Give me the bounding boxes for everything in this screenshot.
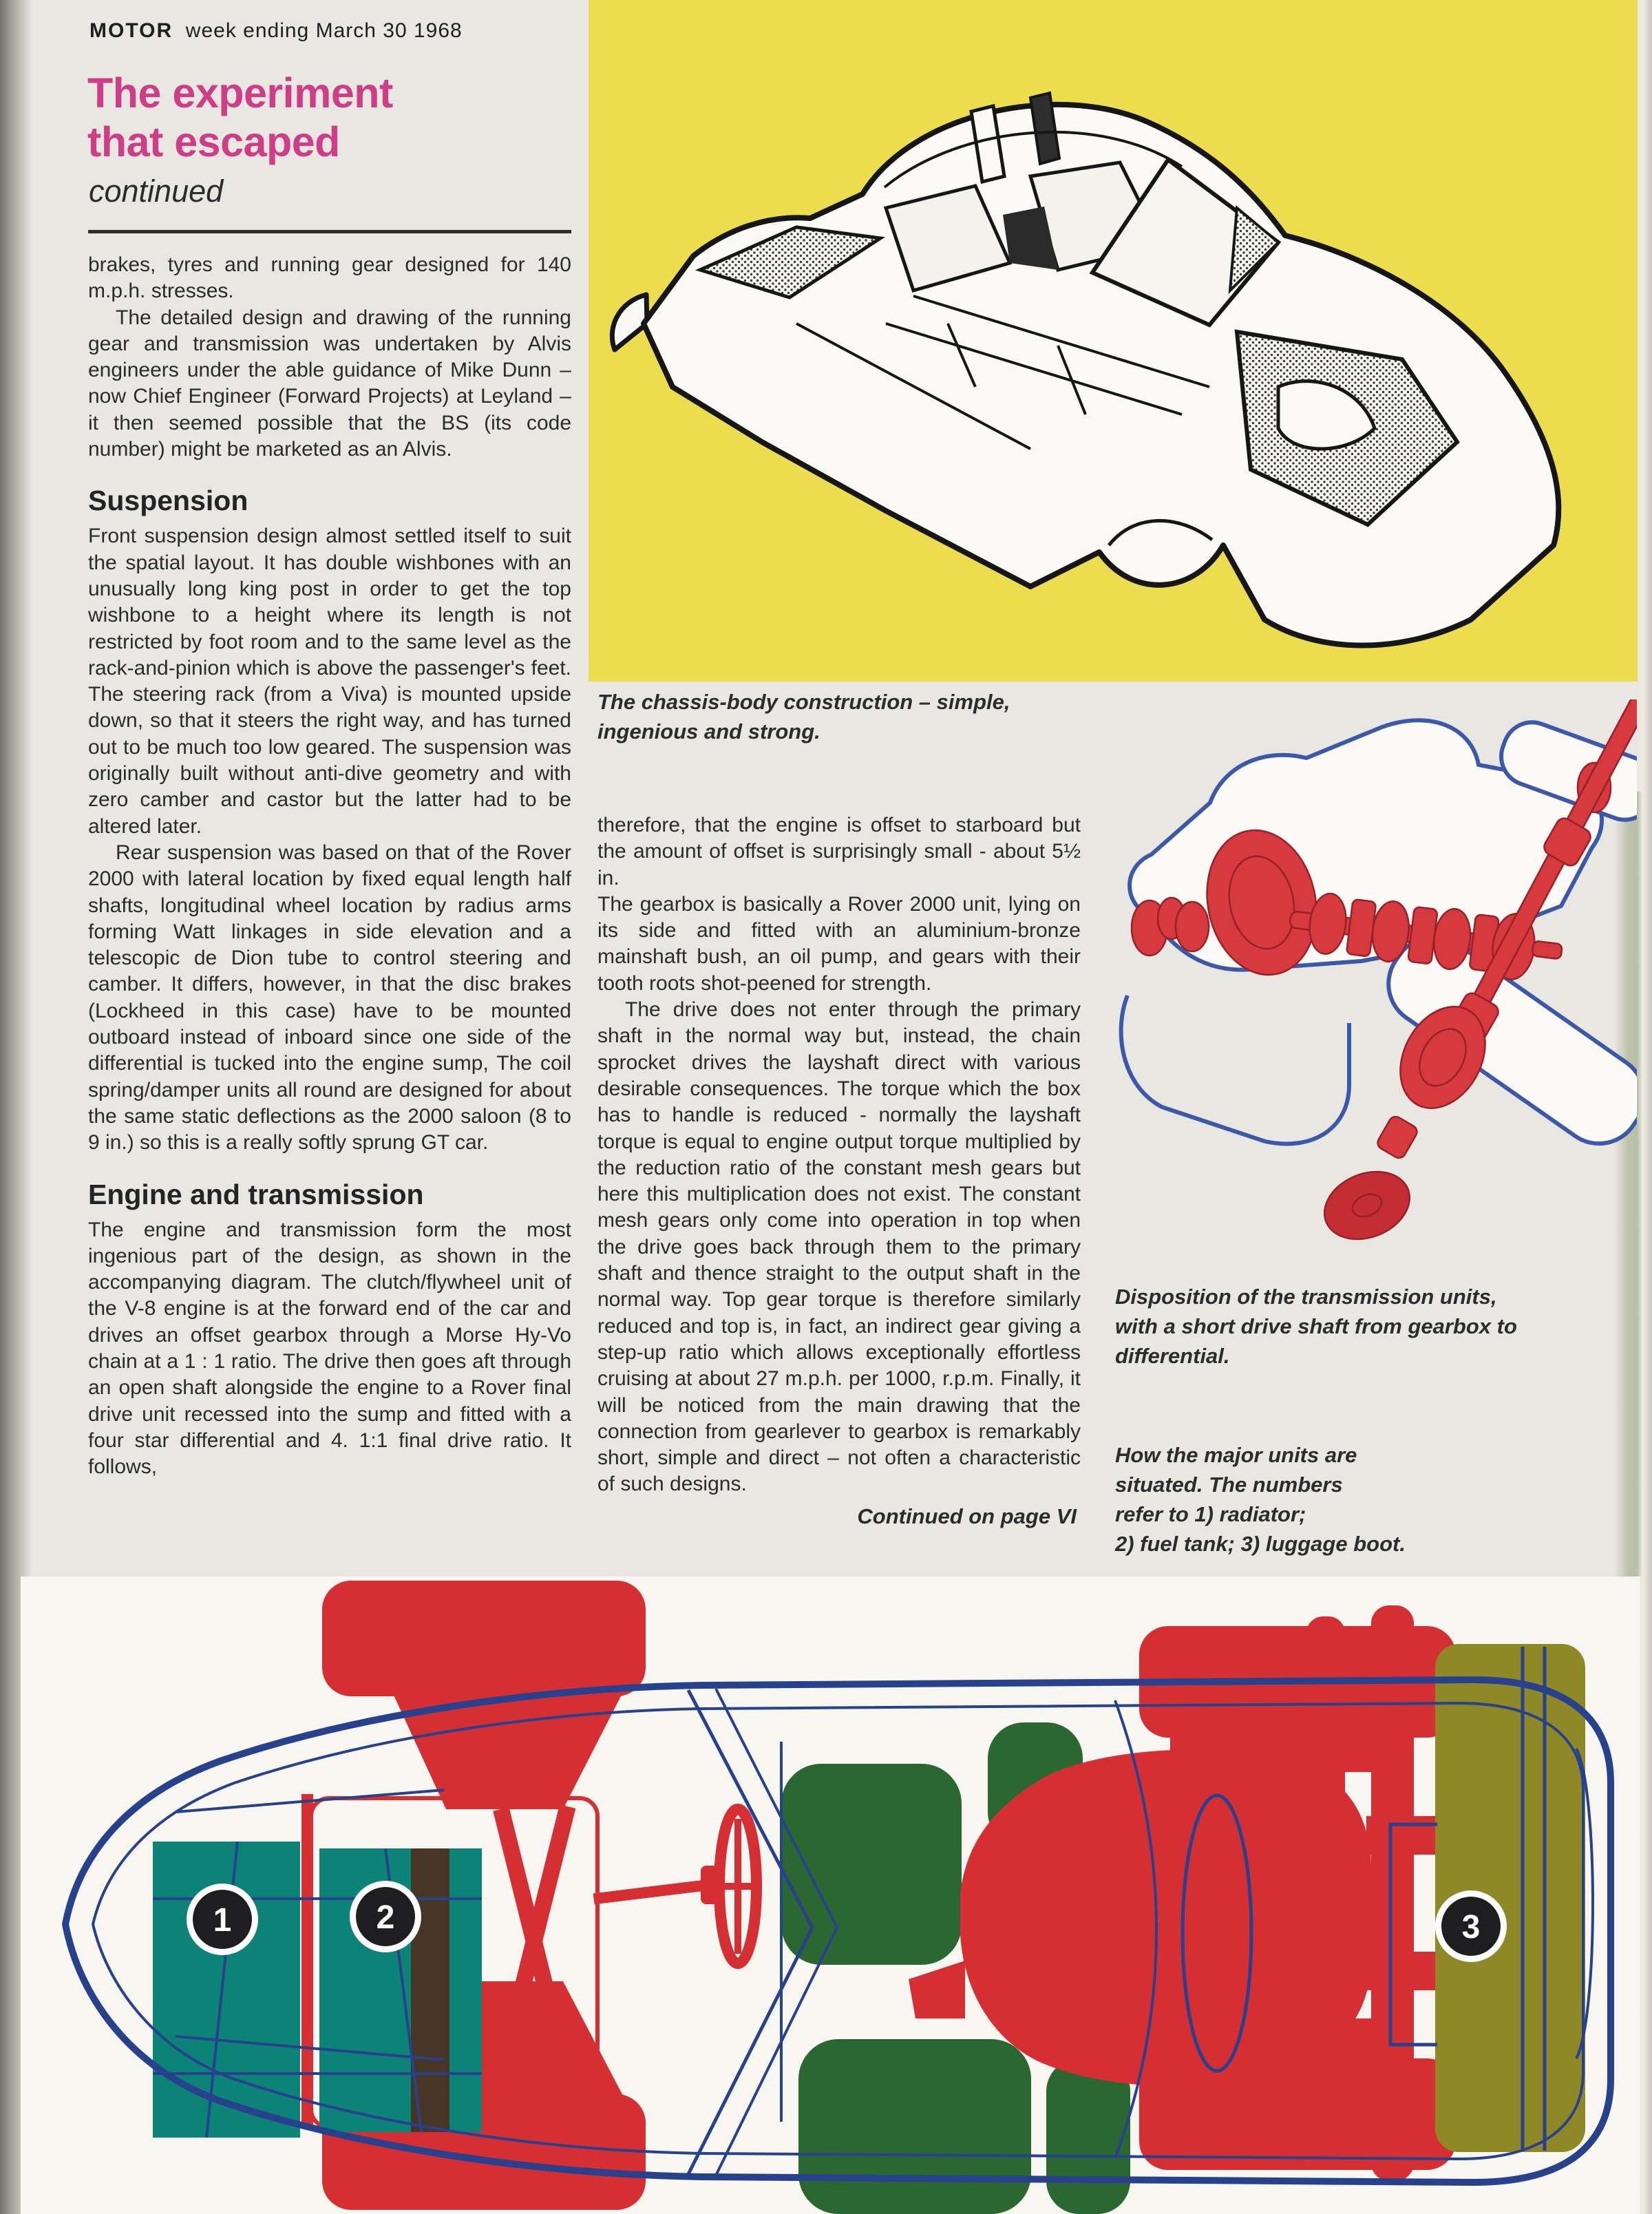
masthead-date: week ending March 30 1968: [185, 19, 463, 42]
article-title: [87, 69, 583, 167]
column-left: [88, 252, 571, 1480]
chassis-body-drawing: [589, 0, 1638, 682]
caption-units-line4: 2) fuel tank; 3) luggage boot.: [1115, 1532, 1406, 1556]
continued-note: Continued on page VI: [857, 1504, 1077, 1528]
plan-view-drawing: [0, 1577, 1652, 2214]
chassis-illustration-panel: [589, 0, 1638, 682]
caption-units: [1115, 1440, 1542, 1559]
paragraph: The drive does not enter through the primary shaft in the normal way but, instead, the chain sprocket drives the layshaft direct with various desirable consequences. The torque which the box has to handle is reduced - normally the layshaft torque is equal to engine output torque multiplied by the reduction ratio of the constant mesh gears but here this multiplication does not exist. The constant mesh gears only come into operation in top when the drive goes back through them to the primary shaft and thence straight to the output shaft in the normal way. Top gear torque is therefore similarly reduced and top is, in fact, an indirect gear giving a step-up ratio which allows exceptionally effortless cruising at about 27 m.p.h. per 1000, r.p.m. Finally, it will be noticed from the main drawing that the connection from gearlever to gearbox is remarkably short, simple and direct – not often a characteristic of such designs.: [597, 998, 1081, 1496]
paragraph: Front suspension design almost settled itself to suit the spatial layout. It has double wishbones with an unusually long king post in order to get the top wishbone to a height where its length is not restricted by foot room and to the same level as the rack-and-pinion which is above the passenger's feet. The steering rack (from a Viva) is mounted upside down, so that it steers the right way, and has turned out to be much too low geared. The suspension was originally built without anti-dive geometry and with zero camber and castor but the latter had to be altered later.: [88, 525, 571, 838]
paragraph: therefore, that the engine is offset to starboard but the amount of offset is surprisingly small - about 5½ in.: [597, 814, 1081, 889]
sump-outline: [1121, 995, 1349, 1143]
marker-1-label: 1: [213, 1902, 232, 1939]
marker-2-label: 2: [376, 1899, 395, 1936]
article-title-continued: continued: [89, 173, 224, 209]
marker-2: [350, 1881, 421, 1952]
paragraph: brakes, tyres and running gear designed for 140 m.p.h. stresses.: [88, 253, 571, 303]
section-heading-engine: Engine and transmission: [88, 1178, 424, 1210]
transmission-drawing: [1086, 699, 1637, 1264]
marker-3: [1435, 1890, 1507, 1962]
seat-front-bottom: [798, 2039, 1031, 2214]
exhaust-pipe-1: [1306, 1616, 1345, 2169]
caption-units-line2: situated. The numbers: [1115, 1473, 1343, 1497]
caption-chassis: The chassis-body construction – simple, ingenious and strong.: [597, 690, 1010, 744]
paragraph: The gearbox is basically a Rover 2000 unit, lying on its side and fitted with an aluminium-bronze mainshaft bush, an oil pump, and gears with their tooth roots shot-peened for strength.: [597, 892, 1081, 995]
caption-units-line3: refer to 1) radiator;: [1115, 1502, 1306, 1526]
paragraph: The detailed design and drawing of the running gear and transmission was undertaken by Alvis engineers under the able guidance of Mike Dunn – now Chief Engineer (Forward Projects) at Leyland – it then seemed possible that the BS (its code number) might be marketed as an Alvis.: [88, 306, 571, 461]
marker-3-label: 3: [1461, 1909, 1481, 1946]
paragraph: Rear suspension was based on that of the Rover 2000 with lateral location by fixed equal length half shafts, longitudinal wheel location by radius arms forming Watt linkages in side elevation and a telescopic de Dion tube to control steering and camber. It differs, however, in that the disc brakes (Lockheed in this case) have to be mounted outboard instead of inboard since one side of the differential is tucked into the engine sump, The coil spring/damper units all round are designed for about the same static deflections as the 2000 saloon (8 to 9 in.) so this is a really softly sprung GT car.: [88, 841, 571, 1155]
column-middle: [597, 812, 1081, 1530]
masthead: [89, 19, 463, 43]
caption-units-line1: How the major units are: [1115, 1443, 1357, 1467]
caption-transmission: Disposition of the transmission units, with a short drive shaft from gearbox to differential.: [1115, 1285, 1517, 1368]
plan-view-diagram: [0, 1577, 1652, 2214]
masthead-brand: MOTOR: [89, 19, 173, 42]
title-divider: [88, 230, 571, 233]
article-title-line2: that escaped: [87, 118, 340, 165]
marker-1: [187, 1884, 258, 1955]
paragraph: The engine and transmission form the most ingenious part of the design, as shown in the accompanying diagram. The clutch/flywheel unit of the V-8 engine is at the forward end of the car and drives an offset gearbox through a Morse Hy-Vo chain at a 1 : 1 ratio. The drive then goes aft through an open shaft alongside the engine to a Rover final drive unit recessed into the sump and fitted with a four star differential and 4. 1:1 final drive ratio. It follows,: [88, 1218, 571, 1479]
section-heading-suspension: Suspension: [88, 485, 248, 517]
transmission-illustration: [1086, 699, 1637, 1264]
exhaust-pipe-2: [1371, 1605, 1414, 2181]
article-title-line1: The experiment: [87, 70, 393, 116]
